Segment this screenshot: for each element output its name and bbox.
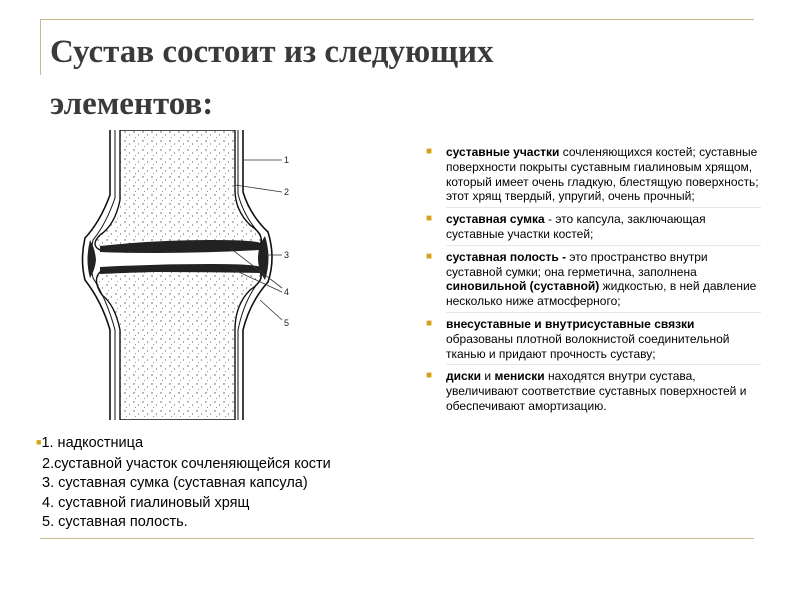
figure-label-1: 1 bbox=[284, 155, 290, 165]
bullet-icon: ■ bbox=[426, 317, 433, 329]
bullet-icon: ■ bbox=[426, 370, 433, 382]
definition-item: ■ внесуставные и внутрисуставные связки образованы плотной волокнистой соединительной тканью и придают прочность суставу; bbox=[426, 316, 730, 361]
bullet-icon: ■ bbox=[36, 437, 42, 447]
separator bbox=[446, 207, 761, 208]
legend bbox=[36, 434, 416, 533]
legend-item: 3. суставная сумка (суставная капсула) bbox=[42, 475, 308, 491]
figure-label-2: 2 bbox=[284, 187, 290, 197]
definitions-list bbox=[426, 145, 761, 414]
lower-bone bbox=[96, 268, 261, 420]
definition-item: ■ суставные участки сочленяющихся костей; суставные поверхности покрыты суставным гиалиновым хрящом, который имеет очень гладкую, блестящую поверхность; этот хрящ твердый, упругий, очень прочный; bbox=[426, 145, 759, 204]
legend-item: ■1. надкостница bbox=[36, 435, 144, 451]
bullet-icon: ■ bbox=[426, 146, 433, 157]
left-rule bbox=[40, 19, 41, 75]
legend-item: 5. суставная полость. bbox=[42, 514, 188, 530]
leader-2 bbox=[235, 185, 282, 192]
definition-item: ■ суставная полость - это пространство внутри суставной сумки; она герметична, заполнена синовильной (суставной) жидкостью, в ней давление несколько ниже атмосферного; bbox=[426, 249, 757, 309]
figure-label-3: 3 bbox=[284, 250, 290, 260]
upper-bone bbox=[95, 130, 261, 250]
figure-label-5: 5 bbox=[284, 318, 290, 328]
top-rule bbox=[40, 19, 754, 20]
legend-item: 2.суставной участок сочленяющейся кости bbox=[42, 455, 331, 472]
joint-illustration bbox=[60, 130, 295, 420]
definition-item: ■ суставная сумка - это капсула, заключающая суставные участки костей; bbox=[426, 212, 706, 241]
bottom-rule bbox=[40, 538, 754, 539]
bullet-icon: ■ bbox=[426, 250, 433, 262]
separator bbox=[446, 245, 761, 246]
separator bbox=[446, 312, 761, 313]
definition-item: ■ диски и мениски находятся внутри сустава, увеличивают соответствие суставных поверхностей и обеспечивают амортизацию. bbox=[426, 369, 747, 413]
legend-item: 4. суставной гиалиновый хрящ bbox=[42, 494, 250, 511]
leader-5 bbox=[260, 300, 282, 320]
slide-title: Сустав состоит из следующих элементов: bbox=[50, 34, 494, 122]
separator bbox=[446, 364, 761, 365]
bullet-icon: ■ bbox=[426, 213, 433, 225]
figure-label-4: 4 bbox=[284, 287, 290, 297]
